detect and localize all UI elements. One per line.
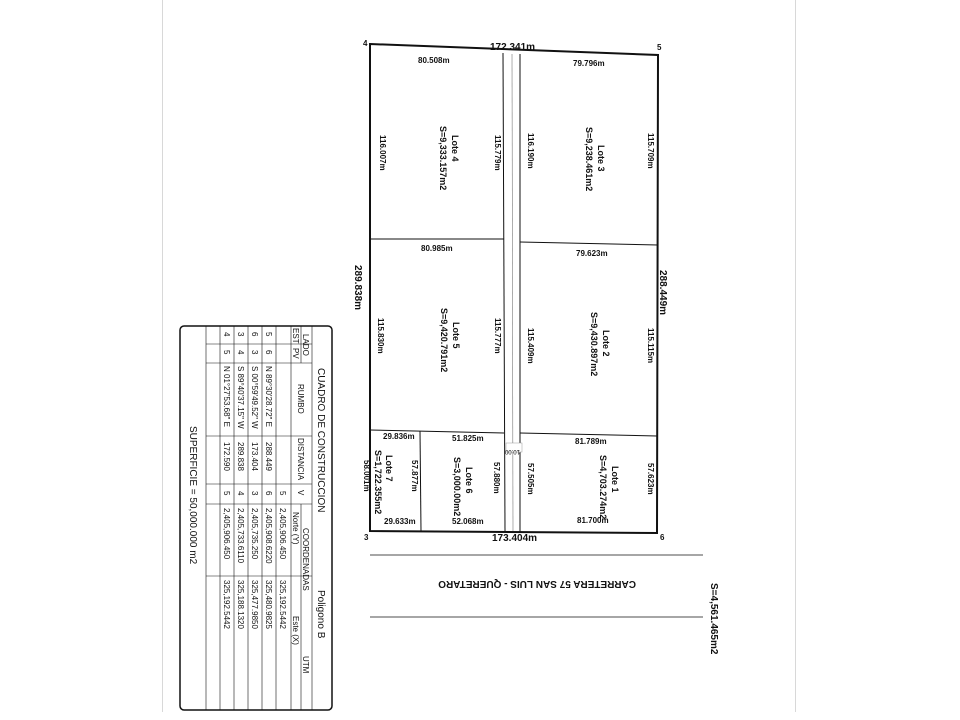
cell-norte: 2,405,908.6220 — [264, 508, 273, 564]
header-este: Este (X) — [291, 616, 300, 645]
header-lado: LADO — [301, 334, 310, 356]
cell-v: 4 — [236, 491, 245, 496]
cell-este: 325,480.9825 — [264, 580, 273, 629]
cell-norte: 2,405,735.250 — [250, 508, 259, 560]
right-side-length: 288.449m — [657, 270, 668, 316]
table-polygon: Poligono B — [315, 590, 326, 639]
cell-v: 3 — [250, 491, 259, 496]
lote-name: Lote 6 — [464, 467, 474, 494]
cell-pv: 4 — [236, 350, 245, 355]
cell-est: 6 — [250, 332, 259, 337]
lote-bottom-length: 81.700m — [577, 516, 609, 525]
lote-name: Lote 5 — [451, 322, 461, 349]
highway-label: CARRETERA 57 SAN LUIS - QUERETARO — [438, 578, 636, 589]
header-rumbo: RUMBO — [296, 384, 305, 414]
cell-norte: 2,405,906.450 — [278, 508, 287, 560]
cell-est: 4 — [222, 332, 231, 337]
lote-left-length: 115.409m — [526, 328, 535, 364]
lote-left-length: 58.001m — [362, 460, 371, 492]
cell-distancia: 289.838 — [236, 442, 245, 471]
lote-right-length: 57.877m — [410, 460, 419, 492]
header-pv: PV — [291, 348, 300, 359]
header-v: V — [296, 490, 305, 496]
lote-area: S=9,420.791m2 — [439, 308, 449, 373]
table-superficie: SUPERFICIE = 50,000.000 m2 — [187, 426, 198, 565]
cell-este: 325,477.9850 — [250, 580, 259, 629]
cell-norte: 2,405,906.450 — [222, 508, 231, 560]
bottom-side-length: 173.404m — [492, 533, 538, 544]
cell-este: 325,192.5442 — [278, 580, 287, 629]
lote-right-length: 57.623m — [646, 463, 655, 495]
lote-area: S=1,722.355m2 — [373, 450, 383, 515]
cell-distancia: 172.590 — [222, 442, 231, 471]
lote-name: Lote 1 — [610, 466, 620, 493]
lote-right-length: 115.115m — [646, 328, 655, 364]
top-side-length: 172.341m — [490, 42, 536, 53]
lote-4 — [378, 56, 502, 190]
lote-left-length: 116.007m — [378, 135, 387, 171]
lote-3 — [526, 59, 655, 191]
highway-area: S=4,561.465m2 — [708, 583, 719, 655]
lote-area: S=9,238.461m2 — [584, 127, 594, 192]
cell-v: 5 — [222, 491, 231, 496]
lote-right-length: 115.709m — [646, 133, 655, 169]
lote-area: S=9,430.897m2 — [589, 312, 599, 377]
lote-top-length: 80.985m — [421, 244, 453, 253]
vertex-label: 6 — [660, 533, 665, 542]
cell-est: 5 — [264, 332, 273, 337]
lote-top-length: 81.789m — [575, 437, 607, 446]
cell-este: 325,188.1320 — [236, 580, 245, 629]
cell-rumbo: N 89°30'28.72" E — [264, 366, 273, 427]
lote-top-length: 79.796m — [573, 59, 605, 68]
lote-1 — [526, 437, 655, 525]
cell-pv: 5 — [222, 350, 231, 355]
lote-6 — [452, 434, 501, 526]
cell-rumbo: N 01°27'53.68" E — [222, 366, 231, 427]
lote-top-length: 29.836m — [383, 432, 415, 441]
header-est: EST — [291, 328, 300, 344]
lote-2 — [526, 249, 655, 376]
lote-left-length: 57.505m — [526, 463, 535, 495]
lote-name: Lote 2 — [601, 330, 611, 357]
lote-area: S=9,333.157m2 — [438, 126, 448, 191]
lote-name: Lote 7 — [384, 455, 394, 482]
lote-name: Lote 3 — [596, 145, 606, 172]
table-title: CUADRO DE CONSTRUCCION — [315, 368, 326, 513]
cell-est: 3 — [236, 332, 245, 337]
header-utm: UTM — [301, 656, 310, 674]
lote-area: S=4,703.274m2 — [598, 455, 608, 520]
cell-norte: 2,405,733.6110 — [236, 508, 245, 564]
cell-rumbo: S 00°59'49.52" W — [250, 366, 259, 429]
cell-este: 325,192.5442 — [222, 580, 231, 629]
lote-bottom-length: 29.633m — [384, 517, 416, 526]
lote-right-length: 57.880m — [492, 462, 501, 494]
cell-distancia: 173.404 — [250, 442, 259, 471]
cell-distancia: 288.449 — [264, 442, 273, 471]
lote-bottom-length: 52.068m — [452, 517, 484, 526]
lote-top-length: 79.623m — [576, 249, 608, 258]
lote-top-length: 80.508m — [418, 56, 450, 65]
lote-name: Lote 4 — [450, 135, 460, 162]
construction-table — [180, 326, 332, 710]
left-side-length: 289.838m — [352, 265, 363, 311]
cell-pv: 3 — [250, 350, 259, 355]
vertex-label: 5 — [657, 43, 662, 52]
lote-top-length: 51.825m — [452, 434, 484, 443]
lote-right-length: 115.777m — [493, 318, 502, 354]
cell-v: 6 — [264, 491, 273, 496]
lote-right-length: 115.779m — [493, 135, 502, 171]
header-coordenadas: COORDENADAS — [301, 528, 310, 591]
header-distancia: DISTANCIA — [296, 438, 305, 481]
vertex-label: 4 — [363, 39, 368, 48]
lote-5 — [376, 244, 502, 372]
lote-left-length: 116.190m — [526, 133, 535, 169]
cell-v: 5 — [278, 491, 287, 496]
lote-area: S=3,000.00m2 — [452, 457, 462, 517]
vertex-label: 3 — [364, 533, 369, 542]
cell-rumbo: S 89°40'37.15" W — [236, 366, 245, 429]
lote-left-length: 115.830m — [376, 318, 385, 354]
road-width-label: 10.00 — [504, 448, 520, 454]
highway — [370, 555, 719, 655]
header-norte: Norte (Y) — [291, 512, 300, 545]
cell-pv: 6 — [264, 350, 273, 355]
